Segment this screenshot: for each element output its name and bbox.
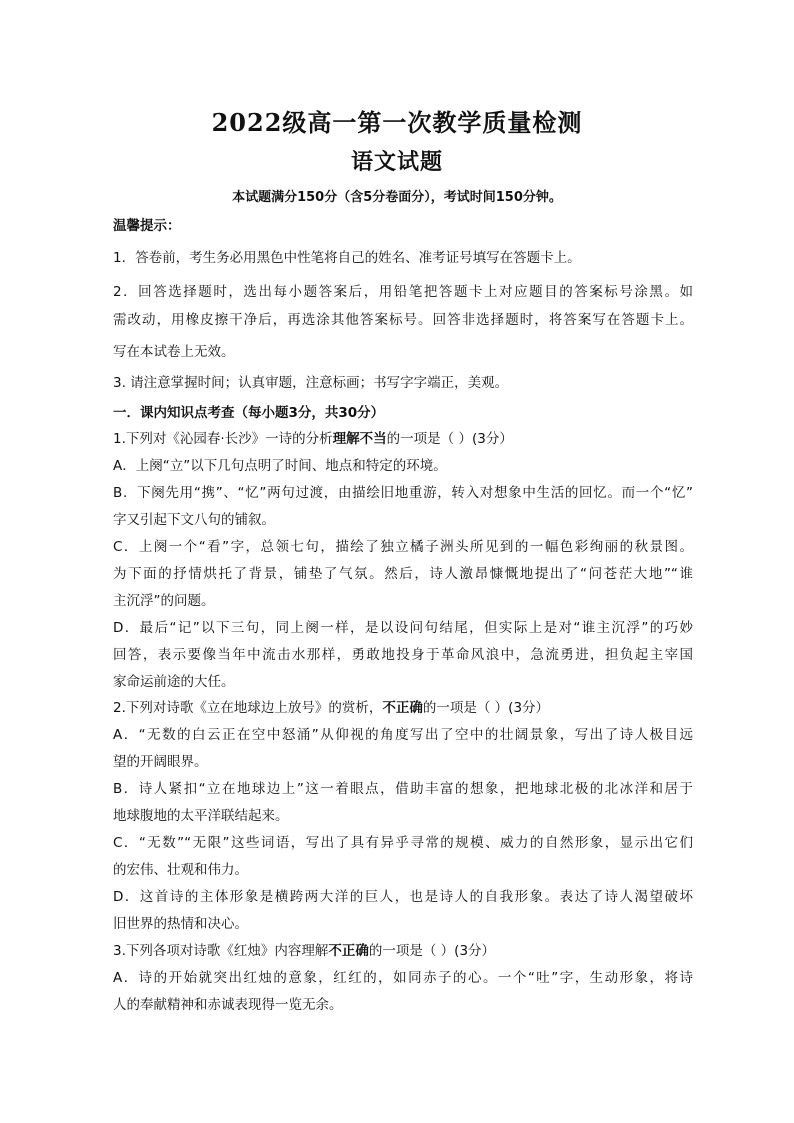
question-1-option-b-line-2: 字又引起下文八句的铺叙。	[113, 512, 275, 528]
question-2-stem-text: 2.下列对诗歌《立在地球边上放号》的赏析，	[113, 700, 383, 716]
section-1-heading: 一．课内知识点考查（每小题3分，共30分）	[113, 405, 385, 421]
exam-title: 2022级高一第一次教学质量检测	[211, 108, 583, 137]
question-1-stem-emphasis: 理解不当	[332, 431, 387, 447]
question-1-option-a: A．上阕“立”以下几句点明了时间、地点和特定的环境。	[113, 458, 447, 474]
question-1-stem-tail: 的一项是（ ）(3分）	[386, 431, 513, 447]
question-2-option-a-line-2: 望的开阔眼界。	[113, 754, 208, 770]
question-3-stem	[113, 941, 693, 961]
question-3-option-a-line-2: 人的奉献精神和赤诚表现得一览无余。	[113, 997, 343, 1013]
question-2-stem-emphasis: 不正确	[382, 700, 423, 716]
question-1-option-c-line-1: C．上阕一个“看”字，总领七句，描绘了独立橘子洲头所见到的一幅色彩绚丽的秋景图。	[113, 539, 693, 555]
question-1-option-c-line-2: 为下面的抒情烘托了背景，铺垫了气氛。然后，诗人激昂慷慨地提出了“问苍茫大地”“谁	[113, 566, 693, 582]
question-1-option-d-line-1: D．最后“记”以下三句，同上阕一样，是以设问句结尾，但实际上是对“谁主沉浮”的巧妙	[113, 620, 693, 636]
exam-info: 本试题满分150分（含5分卷面分），考试时间150分钟。	[232, 190, 562, 205]
question-2-option-c-line-2: 的宏伟、壮观和伟力。	[113, 862, 248, 878]
question-2-stem-tail: 的一项是（ ）(3分）	[422, 700, 550, 716]
question-3-option-a-line-1: A．诗的开始就突出红烛的意象，红红的，如同赤子的心。一个“吐”字，生动形象，将诗	[113, 970, 693, 986]
note-2-line-1: 2．回答选择题时，选出每小题答案后，用铅笔把答题卡上对应题目的答案标号涂黑。如	[113, 284, 693, 300]
question-2-option-c-line-1: C．“无数”“无限”这些词语，写出了具有异乎寻常的规模、威力的自然形象，显示出它们	[113, 835, 693, 851]
question-1-stem-text: 1.下列对《沁园春·长沙》一诗的分析	[113, 431, 333, 447]
note-2-line-3: 写在本试卷上无效。	[113, 344, 235, 360]
question-2-option-b-line-1: B．诗人紧扣“立在地球边上”这一着眼点，借助丰富的想象，把地球北极的北冰洋和居于	[113, 781, 693, 797]
question-3-stem-text: 3.下列各项对诗歌《红烛》内容理解	[113, 943, 329, 959]
question-2-option-d-line-1: D．这首诗的主体形象是横跨两大洋的巨人，也是诗人的自我形象。表达了诗人渴望破坏	[113, 889, 693, 905]
notes-heading: 温馨提示：	[113, 218, 181, 234]
question-1-option-d-line-3: 家命运前途的大任。	[113, 674, 235, 690]
question-2-option-d-line-2: 旧世界的热情和决心。	[113, 916, 248, 932]
note-3: 3. 请注意掌握时间；认真审题，注意标画；书写字字端正，美观。	[113, 375, 509, 391]
question-1-option-d-line-2: 回答，表示要像当年中流击水那样，勇敢地投身于革命风浪中，急流勇进，担负起主宰国	[113, 647, 693, 663]
question-2-stem	[113, 698, 693, 718]
question-2-option-a-line-1: A．“无数的白云正在空中怒涌”从仰视的角度写出了空中的壮阔景象，写出了诗人极目远	[113, 727, 693, 743]
question-1-option-b-line-1: B．下阕先用“携”、“忆”两句过渡，由描绘旧地重游，转入对想象中生活的回忆。而一个“忆”	[113, 485, 693, 501]
note-1: 1．答卷前，考生务必用黑色中性笔将自己的姓名、准考证号填写在答题卡上。	[113, 250, 581, 266]
note-2-line-2: 需改动，用橡皮擦干净后，再选涂其他答案标号。回答非选择题时，将答案写在答题卡上。	[113, 312, 693, 328]
question-1-option-c-line-3: 主沉浮”的问题。	[113, 593, 215, 609]
question-2-option-b-line-2: 地球腹地的太平洋联结起来。	[113, 808, 289, 824]
question-1-stem	[113, 429, 693, 449]
question-3-stem-emphasis: 不正确	[328, 943, 369, 959]
question-3-stem-tail: 的一项是（ ）(3分）	[368, 943, 496, 959]
exam-subtitle: 语文试题	[350, 149, 443, 175]
